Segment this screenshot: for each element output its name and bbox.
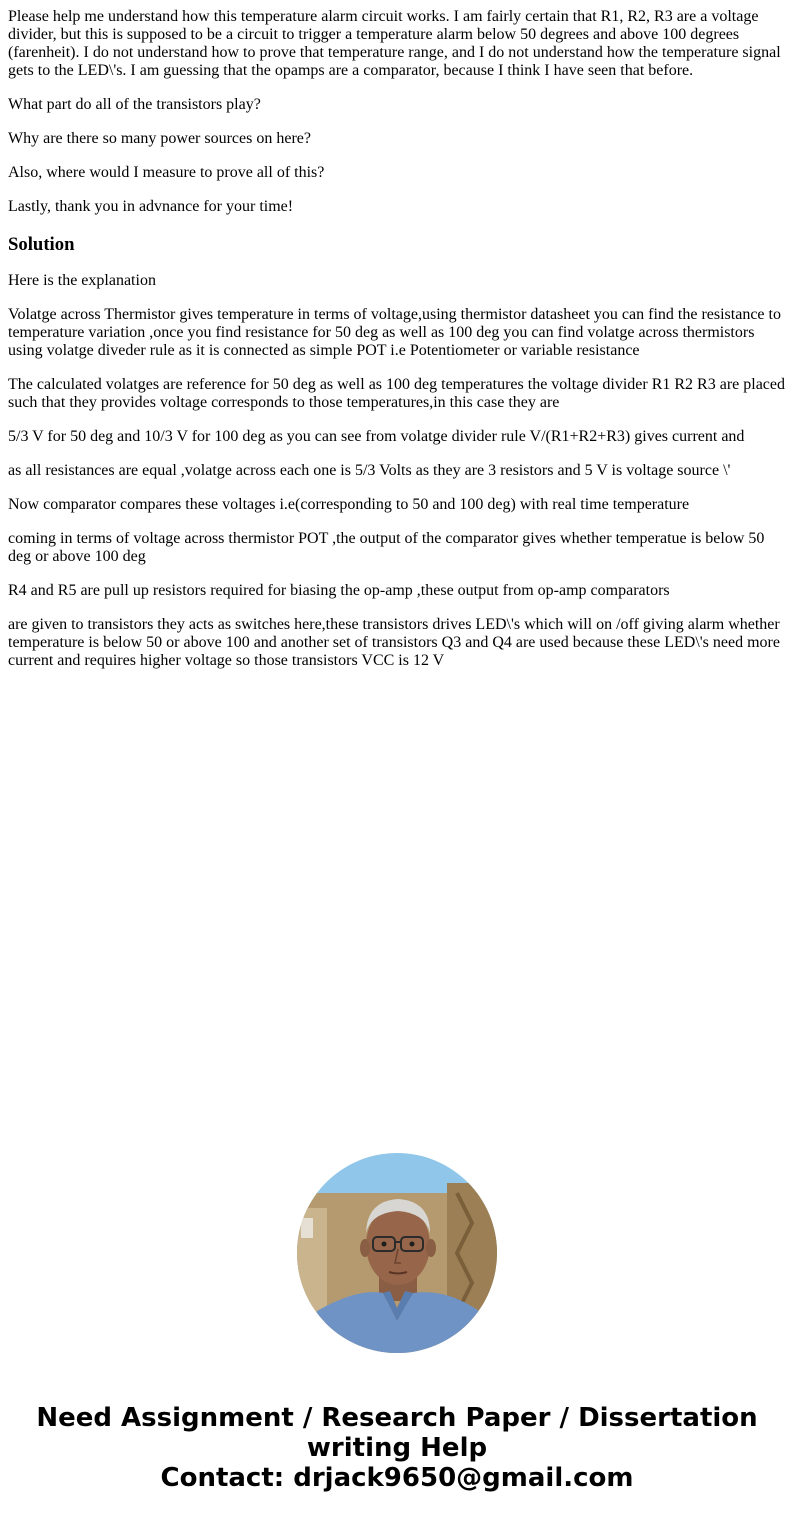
solution-paragraph: The calculated volatges are reference for 50 deg as well as 100 deg temperatures the voltage divider R1 R2 R3 are placed such that they provides voltage corresponds to those temperatures,in this case they are [8, 376, 786, 411]
avatar-illustration [297, 1153, 497, 1353]
solution-paragraph: coming in terms of voltage across thermistor POT ,the output of the comparator gives whether temperatue is below 50 deg or above 100 deg [8, 530, 765, 565]
question-paragraph: What part do all of the transistors play? [8, 96, 261, 113]
solution-paragraph: 5/3 V for 50 deg and 10/3 V for 100 deg as you can see from volatge divider rule V/(R1+R2+R3) gives current and [8, 428, 745, 445]
question-paragraph: Please help me understand how this temperature alarm circuit works. I am fairly certain that R1, R2, R3 are a voltage divider, but this is supposed to be a circuit to trigger a temperature alarm below 50 degrees and above 100 degrees (farenheit). I do not understand how to prove that temperature range, and I do not understand how the temperature signal gets to the LED\'s. I am guessing that the opamps are a comparator, because I think I have seen that before. [8, 8, 781, 79]
footer-headline: Need Assignment / Research Paper / Dissertation [36, 1403, 758, 1433]
solution-paragraph: Here is the explanation [8, 272, 156, 289]
footer-contact-email: Contact: drjack9650@gmail.com [160, 1463, 634, 1493]
footer-subheadline: writing Help [306, 1433, 488, 1463]
person-photo-avatar [297, 1153, 497, 1353]
solution-paragraph: as all resistances are equal ,volatge across each one is 5/3 Volts as they are 3 resistors and 5 V is voltage source \' [8, 462, 731, 479]
solution-heading: Solution [8, 234, 75, 255]
article-content [8, 0, 786, 686]
question-paragraph: Lastly, thank you in advnance for your time! [8, 198, 294, 215]
question-paragraph: Also, where would I measure to prove all of this? [8, 164, 325, 181]
solution-paragraph: Now comparator compares these voltages i.e(corresponding to 50 and 100 deg) with real time temperature [8, 496, 690, 513]
contact-footer [0, 1403, 794, 1493]
solution-paragraph: R4 and R5 are pull up resistors required for biasing the op-amp ,these output from op-amp comparators [8, 582, 670, 599]
question-paragraph: Why are there so many power sources on here? [8, 130, 311, 147]
solution-paragraph: Volatge across Thermistor gives temperature in terms of voltage,using thermistor datasheet you can find the resistance to temperature variation ,once you find resistance for 50 deg as well as 100 deg you can find volatge across thermistors using volatge diveder rule as it is connected as simple POT i.e Potentiometer or variable resistance [8, 306, 781, 359]
solution-paragraph: are given to transistors they acts as switches here,these transistors drives LED\'s which will on /off giving alarm whether temperature is below 50 or above 100 and another set of transistors Q3 and Q4 are used because these LED\'s need more current and requires higher voltage so those transistors VCC is 12 V [8, 616, 780, 669]
